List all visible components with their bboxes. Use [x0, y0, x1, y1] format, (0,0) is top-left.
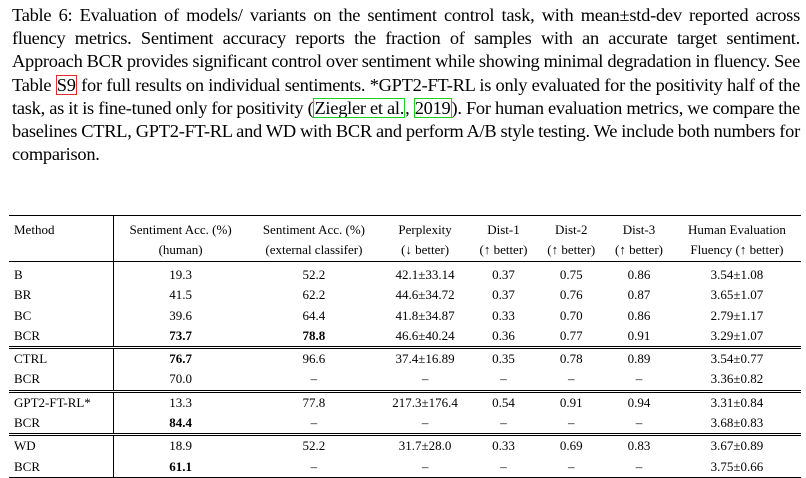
value-cell: 78.8 [302, 327, 326, 343]
value-cell: 77.8 [247, 391, 380, 413]
column-header: Method [9, 216, 113, 240]
value-cell: – [568, 415, 575, 431]
method-cell: BCR [14, 415, 41, 431]
table-row [9, 435, 801, 457]
value-cell: – [605, 457, 673, 478]
header-row [9, 216, 801, 240]
column-header: Perplexity [381, 216, 470, 240]
value-cell: 3.75±0.66 [673, 457, 801, 478]
value-cell: 0.91 [627, 327, 651, 343]
method-cell: B [9, 262, 113, 286]
value-cell: 13.3 [113, 391, 247, 413]
value-cell: 0.35 [470, 348, 538, 370]
citation-year-link[interactable]: 2019 [414, 97, 451, 118]
value-cell: – [500, 415, 507, 431]
value-cell: 39.6 [113, 306, 247, 326]
table-row [9, 369, 801, 391]
column-header: Human Evaluation [673, 216, 801, 240]
value-cell: 31.7±28.0 [381, 435, 470, 457]
value-cell: 0.78 [537, 348, 605, 370]
value-cell: 0.87 [627, 287, 651, 303]
method-cell: BC [14, 307, 32, 323]
value-cell: 70.0 [113, 369, 247, 391]
value-cell: 2.79±1.17 [710, 307, 764, 323]
column-header: (↓ better) [401, 241, 450, 257]
table-row [9, 306, 801, 326]
value-cell: 0.91 [537, 391, 605, 413]
value-cell: 0.69 [537, 435, 605, 457]
column-header [9, 240, 113, 262]
value-cell: 42.1±33.14 [381, 262, 470, 286]
table-row [9, 285, 801, 305]
value-cell: 0.76 [559, 287, 583, 303]
table-row [9, 413, 801, 435]
column-header: Sentiment Acc. (%) [113, 216, 247, 240]
value-cell: 44.6±34.72 [395, 287, 455, 303]
method-cell: BCR [14, 371, 41, 387]
value-cell: 64.4 [302, 307, 326, 323]
value-cell: 0.70 [559, 307, 583, 323]
value-cell: 0.33 [470, 435, 538, 457]
value-cell: 0.94 [605, 391, 673, 413]
value-cell: 46.6±40.24 [395, 327, 455, 343]
column-header: (↑ better) [547, 241, 596, 257]
value-cell: 0.77 [559, 327, 583, 343]
table-reference-link[interactable]: S9 [56, 74, 76, 95]
value-cell: 217.3±176.4 [381, 391, 470, 413]
method-cell: BR [14, 287, 32, 303]
table-row [9, 348, 801, 370]
value-cell: 0.86 [627, 307, 651, 323]
value-cell: – [537, 457, 605, 478]
value-cell: 18.9 [113, 435, 247, 457]
column-header: (↑ better) [479, 241, 528, 257]
caption-text-3: , [405, 97, 414, 118]
value-cell: 0.36 [492, 327, 515, 343]
value-cell: 52.2 [247, 262, 380, 286]
table-row [9, 262, 801, 286]
value-cell: 0.83 [605, 435, 673, 457]
value-cell: – [568, 371, 575, 387]
column-header: (human) [113, 240, 247, 262]
value-cell: 76.7 [113, 348, 247, 370]
value-cell: 0.86 [605, 262, 673, 286]
value-cell: – [635, 415, 643, 431]
value-cell: 73.7 [113, 326, 247, 348]
value-cell: 0.54 [470, 391, 538, 413]
method-cell: GPT2-FT-RL* [9, 391, 113, 413]
column-header: Fluency (↑ better) [690, 241, 784, 257]
column-header: Dist-2 [537, 216, 605, 240]
column-header: Sentiment Acc. (%) [247, 216, 380, 240]
value-cell: – [635, 371, 643, 387]
table-row [9, 326, 801, 348]
value-cell: 3.65±1.07 [710, 287, 764, 303]
value-cell: 41.5 [113, 285, 247, 305]
column-header: Dist-3 [605, 216, 673, 240]
method-cell: CTRL [9, 348, 113, 370]
method-cell: BCR [9, 457, 113, 478]
value-cell: 3.68±0.83 [710, 415, 764, 431]
method-cell: WD [9, 435, 113, 457]
column-header: Dist-1 [470, 216, 538, 240]
value-cell: 0.75 [537, 262, 605, 286]
value-cell: 0.37 [470, 262, 538, 286]
column-header: (↑ better) [614, 241, 663, 257]
value-cell: 3.67±0.89 [673, 435, 801, 457]
header-row [9, 240, 801, 262]
value-cell: 19.3 [113, 262, 247, 286]
value-cell: 0.37 [492, 287, 515, 303]
value-cell: – [500, 371, 507, 387]
value-cell: 62.2 [302, 287, 326, 303]
column-header: (external classifer) [265, 241, 363, 257]
value-cell: – [310, 415, 318, 431]
method-cell: BCR [14, 327, 41, 343]
value-cell: – [310, 371, 318, 387]
value-cell: 0.89 [605, 348, 673, 370]
value-cell: – [470, 457, 538, 478]
table-row [9, 457, 801, 478]
citation-author-link[interactable]: Ziegler et al. [314, 97, 405, 118]
value-cell: 3.29±1.07 [710, 327, 764, 343]
value-cell: 3.36±0.82 [710, 371, 764, 387]
table-caption [12, 4, 800, 166]
value-cell: – [381, 457, 470, 478]
value-cell: 3.31±0.84 [673, 391, 801, 413]
value-cell: 96.6 [247, 348, 380, 370]
value-cell: 61.1 [113, 457, 247, 478]
caption-text-1: Table 6: Evaluation of models/ variants on the sentiment control task, with mean±std-dev reported across fluency metrics. Sentiment accuracy reports the fraction of samples with an accurate target sentiment. Approach BCR provides significant control over sentiment while showing minimal degradation in fluency. See Table [12, 5, 800, 95]
value-cell: – [421, 371, 429, 387]
table-row [9, 391, 801, 413]
value-cell: 52.2 [247, 435, 380, 457]
value-cell: 84.4 [113, 413, 247, 435]
value-cell: – [421, 415, 429, 431]
caption-text-4: ). For human evaluation metrics, we compare the baselines CTRL, GPT2-FT-RL and WD with BCR and perform A/B style testing. We include both numbers for comparison. [12, 97, 800, 165]
value-cell: 3.54±0.77 [673, 348, 801, 370]
value-cell: 3.54±1.08 [673, 262, 801, 286]
value-cell: – [247, 457, 380, 478]
caption-text-2: for full results on individual sentiments. *GPT2-FT-RL is only evaluated for the positivity half of the task, as it is fine-tuned only for positivity ( [12, 74, 800, 118]
value-cell: 41.8±34.87 [395, 307, 455, 323]
results-table [9, 215, 801, 478]
value-cell: 37.4±16.89 [381, 348, 470, 370]
value-cell: 0.33 [492, 307, 515, 323]
